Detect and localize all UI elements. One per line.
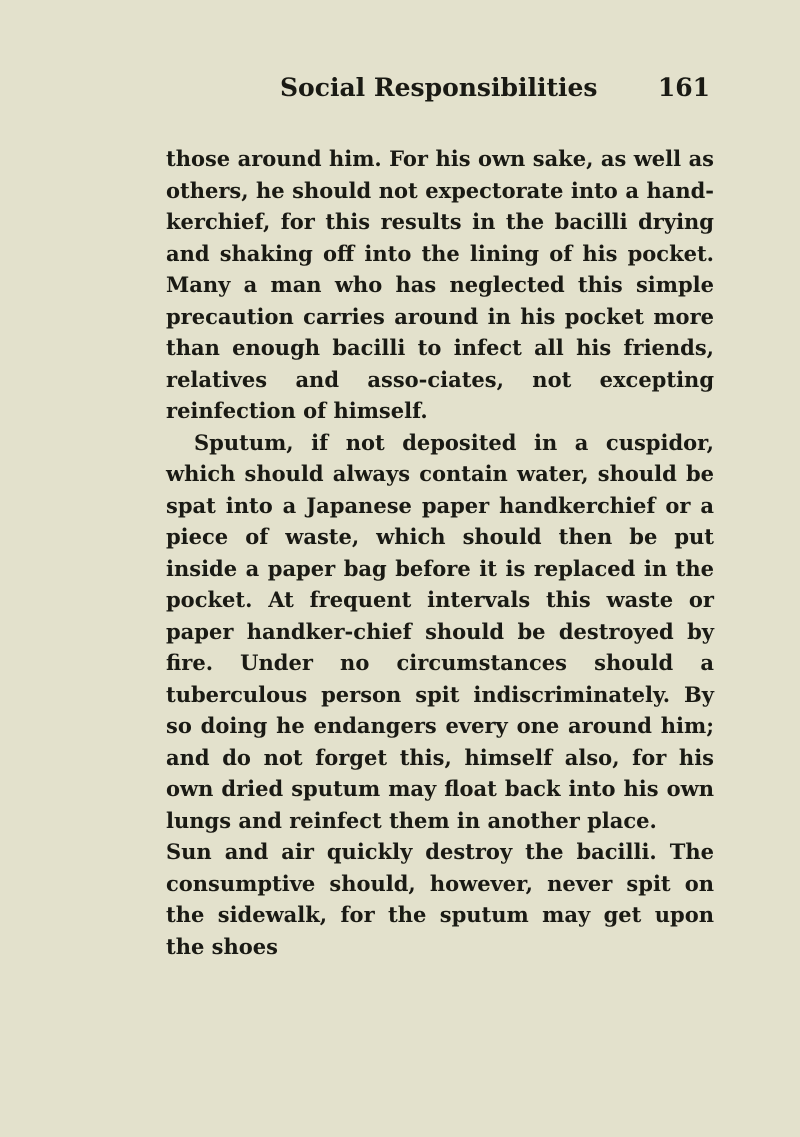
page-number: 161 bbox=[657, 73, 710, 102]
chapter-title: Social Responsibilities bbox=[280, 73, 598, 102]
paragraph-1: those around him. For his own sake, as well as others, he should not expectorate into a hand-kerchief, for this results in the bacilli drying and shaking off into the lining of his pocket. Many a man who has neglected this simple precaution carries around in his pocket more than enough bacilli to infect all his friends, relatives and asso-ciates, not excepting reinfection of himself. bbox=[166, 146, 714, 423]
body-text bbox=[166, 143, 714, 962]
running-head bbox=[280, 70, 710, 106]
paragraph-3: Sun and air quickly destroy the bacilli. The consumptive should, however, never spit on the sidewalk, for the sputum may get upon the shoes bbox=[166, 839, 714, 959]
paragraph-2: Sputum, if not deposited in a cuspidor, which should always contain water, should be spat into a Japanese paper handkerchief or a piece of waste, which should then be put inside a paper bag before it is replaced in the pocket. At frequent intervals this waste or paper handker-chief should be destroyed by fire. Under no circumstances should a tuberculous person spit indiscriminately. By so doing he endangers every one around him; and do not forget this, himself also, for his own dried sputum may float back into his own lungs and reinfect them in another place. bbox=[166, 429, 714, 833]
